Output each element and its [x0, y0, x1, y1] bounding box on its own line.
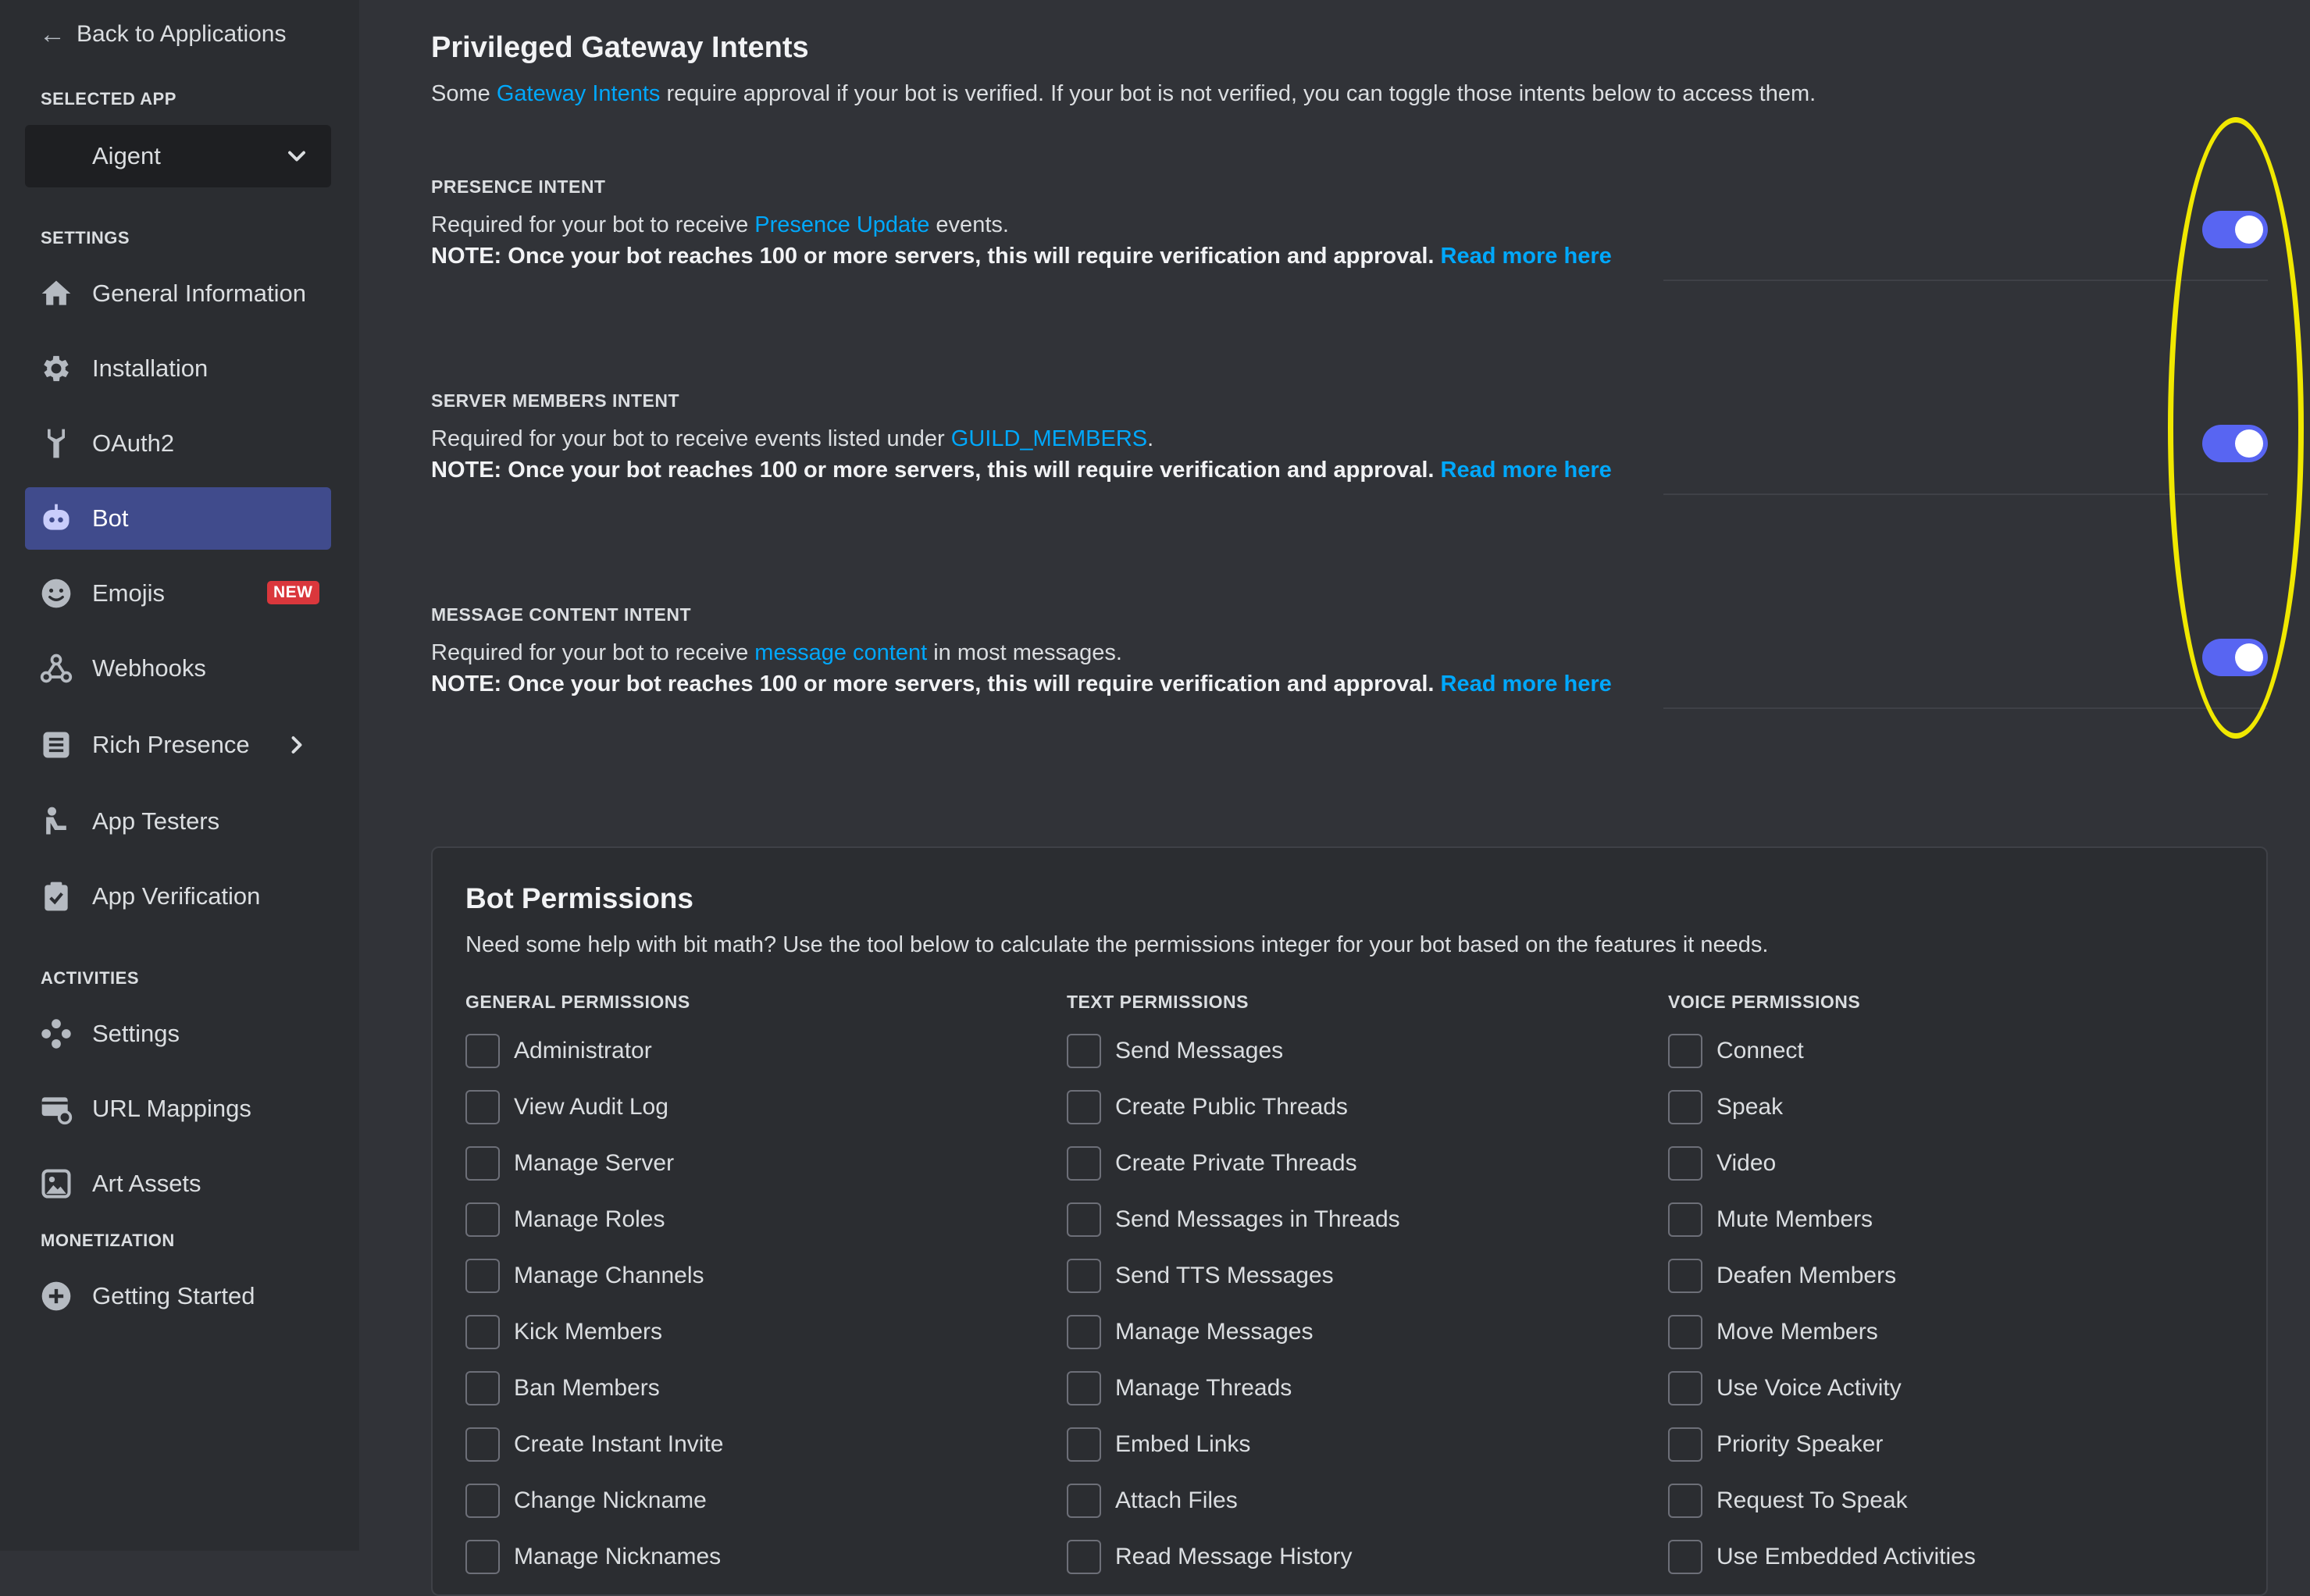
toggle-knob [2235, 429, 2263, 458]
presence-intent-desc [431, 212, 1009, 238]
checkbox[interactable] [1668, 1259, 1702, 1293]
checkbox[interactable] [465, 1146, 500, 1181]
permission-label: Create Private Threads [1115, 1150, 1357, 1176]
checkbox[interactable] [1067, 1202, 1101, 1237]
server-members-intent-desc [431, 426, 1153, 452]
settings-heading: SETTINGS [41, 228, 130, 248]
back-link-label: Back to Applications [77, 21, 287, 47]
permission-label: Speak [1716, 1094, 1784, 1120]
permission-checkbox-row[interactable] [1668, 1135, 1976, 1192]
selected-app-heading: SELECTED APP [41, 89, 176, 109]
desc-text: . [1147, 426, 1154, 451]
permission-label: Embed Links [1115, 1431, 1251, 1457]
permission-label: Deafen Members [1716, 1263, 1897, 1288]
column-title: VOICE PERMISSIONS [1668, 992, 1861, 1012]
presence-intent-note [431, 244, 1612, 269]
back-to-applications-link[interactable] [39, 17, 287, 52]
bot-permissions-card [431, 846, 2268, 1596]
checkbox[interactable] [465, 1427, 500, 1462]
checkbox[interactable] [465, 1540, 500, 1574]
bot-icon [37, 500, 75, 537]
checkbox[interactable] [465, 1371, 500, 1405]
permission-checkbox-row[interactable] [1668, 1360, 1976, 1416]
permission-checkbox-row[interactable] [1067, 1079, 1400, 1135]
document-icon [37, 726, 75, 764]
checkbox[interactable] [465, 1259, 500, 1293]
guild-members-link[interactable]: GUILD_MEMBERS [950, 426, 1148, 451]
column-title: TEXT PERMISSIONS [1067, 992, 1249, 1012]
permission-checkbox-row[interactable] [1067, 1023, 1400, 1079]
sidebar-item-label: URL Mappings [92, 1095, 251, 1122]
permission-label: Manage Threads [1115, 1375, 1292, 1401]
arrow-left-icon: ← [39, 19, 66, 49]
sidebar-item-general-information[interactable] [25, 262, 331, 325]
gear-icon [37, 350, 75, 387]
checkbox[interactable] [1668, 1427, 1702, 1462]
checkbox[interactable] [1668, 1090, 1702, 1124]
sidebar-item-label: Settings [92, 1020, 180, 1047]
column-title: GENERAL PERMISSIONS [465, 992, 690, 1012]
desc-text: in most messages. [927, 640, 1122, 665]
sidebar-item-oauth2[interactable] [25, 412, 331, 475]
permission-label: Read Message History [1115, 1544, 1353, 1569]
message-content-intent-toggle[interactable] [2202, 639, 2268, 676]
main-content [359, 0, 2310, 1569]
intents-intro [431, 81, 1816, 107]
sidebar-item-label: App Verification [92, 882, 261, 910]
image-icon [37, 1165, 75, 1202]
smiley-icon [37, 575, 75, 612]
message-content-link[interactable]: message content [754, 640, 928, 665]
puzzle-icon [37, 1015, 75, 1053]
divider [1663, 707, 2268, 709]
permission-label: Mute Members [1716, 1206, 1873, 1232]
permission-label: Manage Channels [514, 1263, 704, 1288]
permission-label: Request To Speak [1716, 1487, 1908, 1513]
permission-checkbox-row[interactable] [1067, 1473, 1400, 1529]
activities-heading: ACTIVITIES [41, 968, 140, 988]
presence-intent-toggle[interactable] [2202, 211, 2268, 248]
permission-checkbox-row[interactable] [465, 1248, 723, 1304]
divider [1663, 280, 2268, 281]
permission-label: Send Messages [1115, 1038, 1284, 1063]
sidebar-item-url-mappings[interactable] [25, 1078, 331, 1140]
chevron-down-icon [283, 142, 311, 170]
permission-label: Administrator [514, 1038, 652, 1063]
permission-checkbox-row[interactable] [465, 1416, 723, 1473]
monetization-heading: MONETIZATION [41, 1231, 175, 1250]
message-content-intent-desc [431, 640, 1122, 666]
intro-text: Some [431, 81, 497, 106]
checkbox[interactable] [1067, 1427, 1101, 1462]
checkbox[interactable] [465, 1034, 500, 1068]
permission-label: Use Embedded Activities [1716, 1544, 1976, 1569]
sidebar-item-label: Rich Presence [92, 731, 250, 758]
page-title: Privileged Gateway Intents [431, 31, 809, 64]
permission-label: Attach Files [1115, 1487, 1238, 1513]
checkbox[interactable] [1668, 1540, 1702, 1574]
permission-label: Use Voice Activity [1716, 1375, 1902, 1401]
read-more-link[interactable]: Read more here [1440, 672, 1612, 696]
general-permissions-column [465, 992, 723, 1585]
permission-checkbox-row[interactable] [1067, 1529, 1400, 1585]
permission-label: Create Public Threads [1115, 1094, 1348, 1120]
checkbox[interactable] [1668, 1315, 1702, 1349]
checkbox[interactable] [465, 1484, 500, 1518]
desc-text: Required for your bot to receive [431, 640, 755, 665]
toggle-knob [2235, 216, 2263, 244]
permission-label: Manage Roles [514, 1206, 665, 1232]
checkbox[interactable] [1668, 1202, 1702, 1237]
permission-checkbox-row[interactable] [1067, 1248, 1400, 1304]
message-content-intent-note [431, 672, 1612, 697]
checkbox[interactable] [1067, 1315, 1101, 1349]
bot-permissions-subtitle: Need some help with bit math? Use the tool below to calculate the permissions integer for your bot based on the features it needs. [465, 932, 1769, 957]
permission-label: Manage Nicknames [514, 1544, 722, 1569]
permission-label: Send Messages in Threads [1115, 1206, 1400, 1232]
permission-label: Send TTS Messages [1115, 1263, 1334, 1288]
checkbox[interactable] [465, 1202, 500, 1237]
sidebar-item-label: General Information [92, 280, 306, 307]
sidebar-item-getting-started[interactable] [25, 1265, 331, 1327]
new-badge: NEW [267, 581, 319, 604]
sidebar-item-label: App Testers [92, 807, 220, 835]
checkbox[interactable] [1067, 1090, 1101, 1124]
permission-checkbox-row[interactable] [1668, 1079, 1976, 1135]
permission-checkbox-row[interactable] [1067, 1135, 1400, 1192]
sidebar-item-activity-settings[interactable] [25, 1003, 331, 1065]
permission-checkbox-row[interactable] [1668, 1023, 1976, 1079]
permission-checkbox-row[interactable] [1067, 1416, 1400, 1473]
sidebar-item-label: Getting Started [92, 1282, 255, 1309]
sidebar-item-label: OAuth2 [92, 429, 175, 457]
read-more-link[interactable]: Read more here [1440, 244, 1612, 269]
app-select-dropdown[interactable] [25, 125, 331, 187]
sidebar-item-installation[interactable] [25, 337, 331, 400]
checkbox[interactable] [1067, 1146, 1101, 1181]
permission-checkbox-row[interactable] [465, 1473, 723, 1529]
plus-circle-icon [37, 1277, 75, 1315]
permission-checkbox-row[interactable] [465, 1023, 723, 1079]
checkbox[interactable] [465, 1315, 500, 1349]
sidebar-item-label: Art Assets [92, 1170, 201, 1197]
permission-label: Move Members [1716, 1319, 1878, 1345]
sidebar-item-webhooks[interactable] [25, 637, 331, 700]
checkbox[interactable] [1067, 1034, 1101, 1068]
permission-checkbox-row[interactable] [1668, 1473, 1976, 1529]
permission-label: Change Nickname [514, 1487, 707, 1513]
sidebar-item-label: Bot [92, 504, 129, 532]
permission-label: Video [1716, 1150, 1777, 1176]
server-members-intent-toggle[interactable] [2202, 425, 2268, 462]
permission-checkbox-row[interactable] [465, 1360, 723, 1416]
checkbox[interactable] [1668, 1371, 1702, 1405]
checkbox[interactable] [1668, 1484, 1702, 1518]
permission-label: Manage Server [514, 1150, 675, 1176]
permission-checkbox-row[interactable] [1668, 1416, 1976, 1473]
permission-checkbox-row[interactable] [1668, 1304, 1976, 1360]
checkbox[interactable] [1067, 1259, 1101, 1293]
permission-checkbox-row[interactable] [465, 1529, 723, 1585]
permission-label: View Audit Log [514, 1094, 668, 1120]
sidebar-item-app-verification[interactable] [25, 865, 331, 928]
sidebar-item-bot[interactable] [25, 487, 331, 550]
sidebar-item-art-assets[interactable] [25, 1152, 331, 1215]
checkbox[interactable] [1067, 1484, 1101, 1518]
permission-label: Priority Speaker [1716, 1431, 1884, 1457]
permission-label: Create Instant Invite [514, 1431, 724, 1457]
permission-checkbox-row[interactable] [465, 1135, 723, 1192]
voice-permissions-column [1668, 992, 1976, 1585]
permission-checkbox-row[interactable] [1668, 1248, 1976, 1304]
link-window-icon [37, 1090, 75, 1128]
server-members-intent-note [431, 458, 1612, 483]
sidebar-item-label: Emojis [92, 579, 166, 607]
checkbox[interactable] [1668, 1146, 1702, 1181]
read-more-link[interactable]: Read more here [1440, 458, 1612, 483]
checkbox[interactable] [1067, 1540, 1101, 1574]
sidebar-item-label: Webhooks [92, 654, 206, 682]
toggle-knob [2235, 643, 2263, 672]
sidebar-item-app-testers[interactable] [25, 790, 331, 853]
presence-intent-label: PRESENCE INTENT [431, 176, 606, 197]
sidebar [0, 0, 359, 1551]
checkbox[interactable] [1668, 1034, 1702, 1068]
webhook-icon [37, 650, 75, 687]
permission-checkbox-row[interactable] [1067, 1304, 1400, 1360]
app-select-value: Aigent [92, 142, 161, 169]
permission-label: Connect [1716, 1038, 1804, 1063]
message-content-intent-label: MESSAGE CONTENT INTENT [431, 604, 692, 625]
divider [1663, 493, 2268, 495]
gateway-intents-link[interactable]: Gateway Intents [496, 81, 661, 106]
desc-text: Required for your bot to receive events listed under [431, 426, 951, 451]
permission-checkbox-row[interactable] [1668, 1192, 1976, 1248]
clipboard-check-icon [37, 878, 75, 915]
sidebar-item-emojis[interactable] [25, 562, 331, 625]
permission-checkbox-row[interactable] [465, 1079, 723, 1135]
checkbox[interactable] [1067, 1371, 1101, 1405]
permission-label: Manage Messages [1115, 1319, 1314, 1345]
permission-checkbox-row[interactable] [465, 1192, 723, 1248]
home-icon [37, 275, 75, 312]
desc-text: events. [929, 212, 1009, 237]
note-text: NOTE: Once your bot reaches 100 or more servers, this will require verification and approval. [431, 672, 1441, 696]
checkbox[interactable] [465, 1090, 500, 1124]
presence-update-link[interactable]: Presence Update [754, 212, 930, 237]
wrench-icon [37, 425, 75, 462]
sidebar-item-label: Installation [92, 354, 209, 382]
permission-label: Kick Members [514, 1319, 663, 1345]
permission-checkbox-row[interactable] [1067, 1360, 1400, 1416]
text-permissions-column [1067, 992, 1400, 1585]
note-text: NOTE: Once your bot reaches 100 or more servers, this will require verification and approval. [431, 458, 1441, 483]
server-members-intent-label: SERVER MEMBERS INTENT [431, 390, 680, 411]
permission-checkbox-row[interactable] [465, 1304, 723, 1360]
permission-checkbox-row[interactable] [1067, 1192, 1400, 1248]
desc-text: Required for your bot to receive [431, 212, 755, 237]
user-seat-icon [37, 803, 75, 840]
permission-checkbox-row[interactable] [1668, 1529, 1976, 1585]
chevron-right-icon [283, 731, 311, 759]
sidebar-item-rich-presence[interactable] [25, 714, 331, 776]
intro-text: require approval if your bot is verified. If your bot is not verified, you can toggle those intents below to access them. [660, 81, 1816, 106]
permission-label: Ban Members [514, 1375, 660, 1401]
bot-permissions-title: Bot Permissions [465, 882, 693, 914]
note-text: NOTE: Once your bot reaches 100 or more servers, this will require verification and approval. [431, 244, 1441, 269]
